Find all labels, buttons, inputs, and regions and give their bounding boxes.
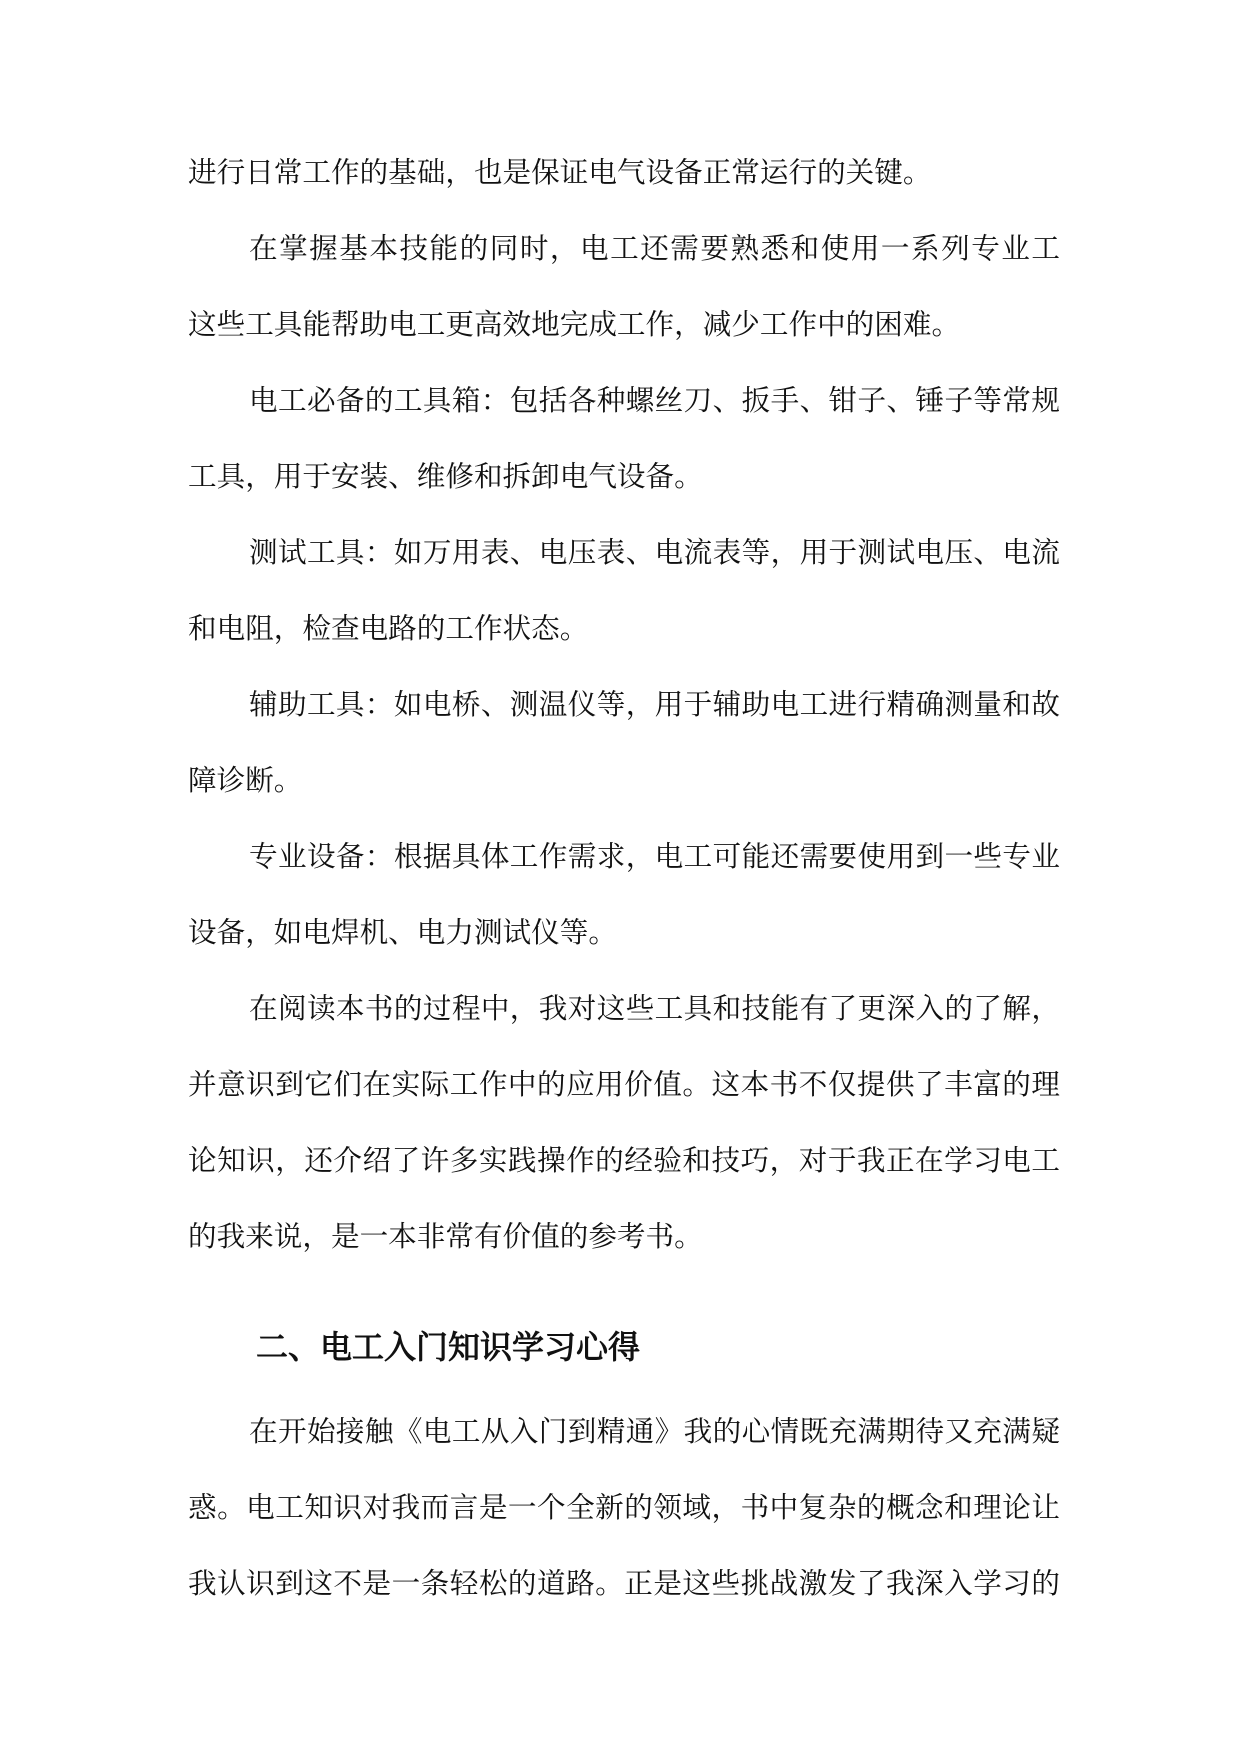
section-body-text [188, 1393, 1060, 1621]
paragraph [188, 210, 1060, 362]
text-line: 惑。电工知识对我而言是一个全新的领域，书中复杂的概念和理论让 [188, 1490, 1060, 1524]
paragraph [188, 362, 1060, 514]
text-line: 测试工具：如万用表、电压表、电流表等，用于测试电压、电流 [249, 535, 1060, 569]
paragraph [188, 514, 1060, 666]
section-heading: 二、电工入门知识学习心得 [256, 1328, 641, 1366]
text-line: 障诊断。 [188, 763, 303, 797]
text-line: 我认识到这不是一条轻松的道路。正是这些挑战激发了我深入学习的 [188, 1566, 1060, 1600]
paragraph [188, 666, 1060, 818]
text-line: 辅助工具：如电桥、测温仪等，用于辅助电工进行精确测量和故 [249, 687, 1060, 721]
text-line: 在掌握基本技能的同时，电工还需要熟悉和使用一系列专业工 [249, 231, 1060, 265]
text-line: 电工必备的工具箱：包括各种螺丝刀、扳手、钳子、锤子等常规 [249, 383, 1060, 417]
body-text [188, 134, 1060, 1274]
text-line: 这些工具能帮助电工更高效地完成工作，减少工作中的困难。 [188, 307, 961, 341]
text-line: 并意识到它们在实际工作中的应用价值。这本书不仅提供了丰富的理 [188, 1067, 1060, 1101]
paragraph [188, 1393, 1060, 1621]
text-line: 设备，如电焊机、电力测试仪等。 [188, 915, 617, 949]
text-line: 进行日常工作的基础，也是保证电气设备正常运行的关键。 [188, 155, 932, 189]
text-line: 和电阻，检查电路的工作状态。 [188, 611, 589, 645]
paragraph [188, 970, 1060, 1274]
text-line: 在阅读本书的过程中，我对这些工具和技能有了更深入的了解， [249, 991, 1060, 1025]
text-line: 论知识，还介绍了许多实践操作的经验和技巧，对于我正在学习电工 [188, 1143, 1060, 1177]
paragraph [188, 818, 1060, 970]
text-line: 的我来说，是一本非常有价值的参考书。 [188, 1219, 703, 1253]
paragraph [188, 134, 1060, 210]
text-line: 工具，用于安装、维修和拆卸电气设备。 [188, 459, 703, 493]
text-line: 在开始接触《电工从入门到精通》我的心情既充满期待又充满疑 [249, 1414, 1060, 1448]
text-line: 专业设备：根据具体工作需求，电工可能还需要使用到一些专业 [249, 839, 1060, 873]
